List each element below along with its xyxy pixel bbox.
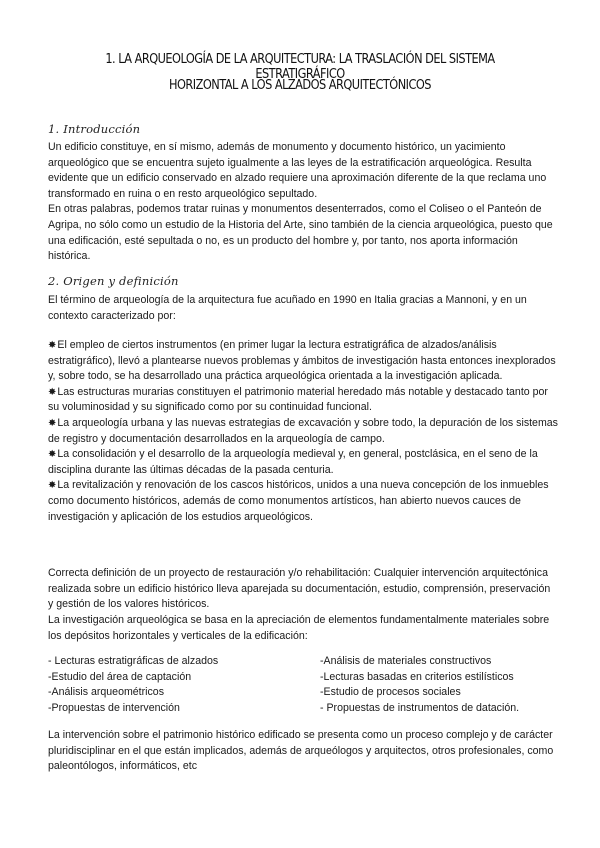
intro-paragraph-1: Un edificio constituye, en sí mismo, además de monumento y documento histórico, un yacimiento arqueológico que se encuentra sujeto igualmente a las leyes de la estratificación arqueológica. Resulta evidente que un edificio conservado en alzado requiere una aproximación diferente de la que reclama uno transformado en ruina o en resto arqueológico sepultado. [48, 141, 547, 200]
asterisk-bullet-icon: ✸ [48, 386, 57, 398]
list-item: - Lecturas estratigráficas de alzados [48, 655, 219, 667]
document-title-line-2: HORIZONTAL A LOS ALZADOS ARQUITECTÓNICOS [169, 78, 431, 93]
asterisk-bullet-icon: ✸ [48, 340, 57, 351]
list-item: -Estudio de procesos sociales [320, 686, 461, 699]
investigation-paragraph: La investigación arqueológica se basa en la apreciación de elementos fundamentalmente materiales sobre los depósitos horizontales y verticales de la edificación: [48, 614, 550, 642]
list-item: -Propuestas de intervención [48, 701, 180, 714]
methods-row [48, 670, 558, 686]
methods-row [48, 685, 558, 701]
list-item: - Propuestas de instrumentos de datación. [320, 701, 520, 714]
list-item: ✸El empleo de ciertos instrumentos (en primer lugar la lectura estratigráfica de alzados/análisis estratigráfico), llevó a plantearse nuevos problemas y ámbitos de investigación hasta entonces inexplorados y, sobre todo, se ha desarrollado una práctica arqueológica orientada a la investigación aplicada. [48, 339, 556, 383]
section-1-heading: 1. Introducción [48, 122, 141, 136]
section-2-heading: 2. Origen y definición [48, 274, 179, 288]
list-item: ✸La arqueología urbana y las nuevas estrategias de excavación y sobre todo, la depuración de los sistemas de registro y documentación desarrollados en la arqueología de campo. [48, 416, 558, 445]
asterisk-bullet-icon: ✸ [48, 480, 57, 492]
list-item: -Análisis arqueométricos [48, 686, 164, 699]
document-title-line-1: 1. LA ARQUEOLOGÍA DE LA ARQUITECTURA: LA TRASLACIÓN DEL SISTEMA ESTRATIGRÁFICO [105, 52, 495, 82]
section-2-intro: El término de arqueología de la arquitectura fue acuñado en 1990 en Italia gracias a Mannoni, y en un contexto caracterizado por: [48, 294, 527, 322]
list-item: -Lecturas basadas en criterios estilísticos [320, 670, 514, 683]
asterisk-bullet-icon: ✸ [48, 417, 57, 429]
list-item: -Análisis de materiales constructivos [320, 655, 492, 667]
methods-row [48, 654, 558, 670]
list-item: ✸La consolidación y el desarrollo de la arqueología medieval y, en general, postclásica, en el seno de la disciplina durante las últimas décadas de la pasada centuria. [48, 448, 538, 476]
intro-paragraph-2: En otras palabras, podemos tratar ruinas y monumentos desenterrados, como el Coliseo o el Panteón de Agripa, no sólo como un estudio de la Historia del Arte, sino también de la ciencia arqueológica, puesto que una edificación, esté sepultada o no, es un producto del hombre y, por tanto, nos aporta información histórica. [48, 203, 553, 263]
methods-row [48, 701, 558, 717]
list-item: -Estudio del área de captación [48, 670, 192, 683]
methods-list [48, 654, 558, 716]
list-item: ✸La revitalización y renovación de los cascos históricos, unidos a una nueva concepción de los inmuebles como documento históricos, además de como monumentos artísticos, han abierto nuevos cauces de investigación y aplicación de los estudios arqueológicos. [48, 479, 549, 523]
section-1-body [48, 140, 558, 265]
final-paragraph: La intervención sobre el patrimonio histórico edificado se presenta como un proceso complejo y de carácter pluridisciplinar en el que están implicados, además de arqueólogos y arquitectos, otros profesionales, como paleontólogos, informáticos, etc [48, 729, 554, 773]
list-item: ✸Las estructuras murarias constituyen el patrimonio material heredado más notable y destacado tanto por su voluminosidad y su significado como por su continuidad funcional. [48, 385, 548, 414]
definition-paragraph: Correcta definición de un proyecto de restauración y/o rehabilitación: Cualquier intervención arquitectónica realizada sobre un edificio histórico lleva aparejada su documentación, estudio, comprensión, preservación y gestión de los valores históricos. [48, 567, 551, 611]
context-bullet-list [48, 338, 558, 525]
asterisk-bullet-icon: ✸ [48, 449, 57, 461]
